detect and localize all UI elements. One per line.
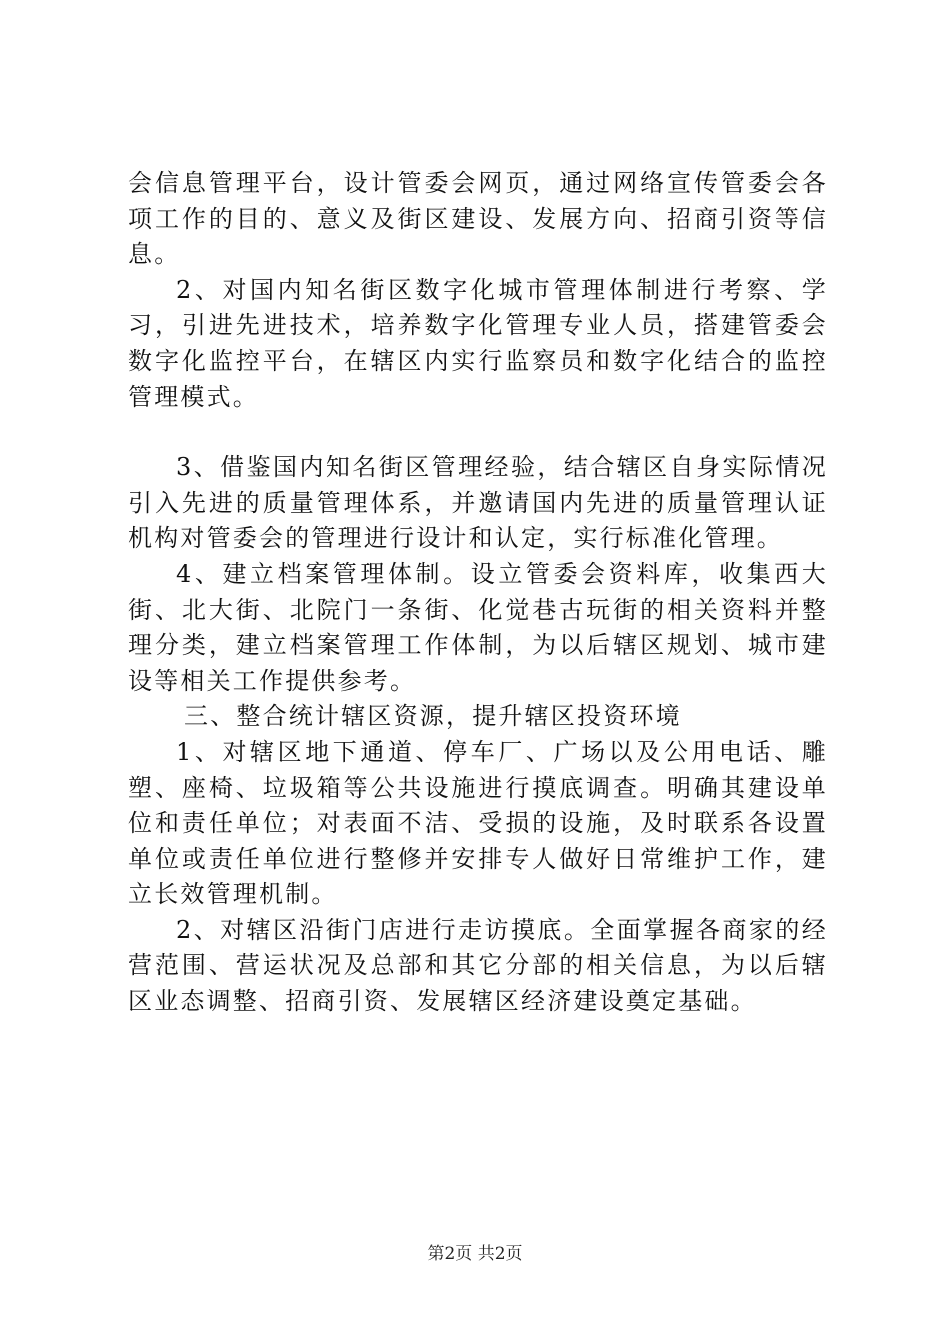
paragraph-item-2-street-shops: 2、对辖区沿街门店进行走访摸底。全面掌握各商家的经营范围、营运状况及总部和其它分部的相关信息，为以后辖区业态调整、招商引资、发展辖区经济建设奠定基础。	[128, 915, 828, 1016]
paragraph-item-2-digital-management: 2、对国内知名街区数字化城市管理体制进行考察、学习，引进先进技术，培养数字化管理专业人员，搭建管委会数字化监控平台，在辖区内实行监察员和数字化结合的监控管理模式。	[128, 275, 828, 411]
section-heading-three: 三、整合统计辖区资源，提升辖区投资环境	[184, 702, 682, 731]
paragraph-item-1-public-facilities: 1、对辖区地下通道、停车厂、广场以及公用电话、雕塑、座椅、垃圾箱等公共设施进行摸底调查。明确其建设单位和责任单位；对表面不洁、受损的设施，及时联系各设置单位或责任单位进行整修并安排专人做好日常维护工作，建立长效管理机制。	[128, 737, 828, 909]
page-footer: 第2页 共2页	[427, 1244, 523, 1264]
paragraph-continued-platform: 会信息管理平台，设计管委会网页，通过网络宣传管委会各项工作的目的、意义及街区建设、发展方向、招商引资等信息。	[128, 169, 828, 269]
paragraph-item-4-archive-system: 4、建立档案管理体制。设立管委会资料库，收集西大街、北大街、北院门一条街、化觉巷古玩街的相关资料并整理分类，建立档案管理工作体制，为以后辖区规划、城市建设等相关工作提供参考。	[128, 559, 828, 695]
document-body	[128, 166, 828, 1020]
paragraph-item-3-quality-management: 3、借鉴国内知名街区管理经验，结合辖区自身实际情况引入先进的质量管理体系，并邀请国内先进的质量管理认证机构对管委会的管理进行设计和认定，实行标准化管理。	[128, 453, 828, 553]
